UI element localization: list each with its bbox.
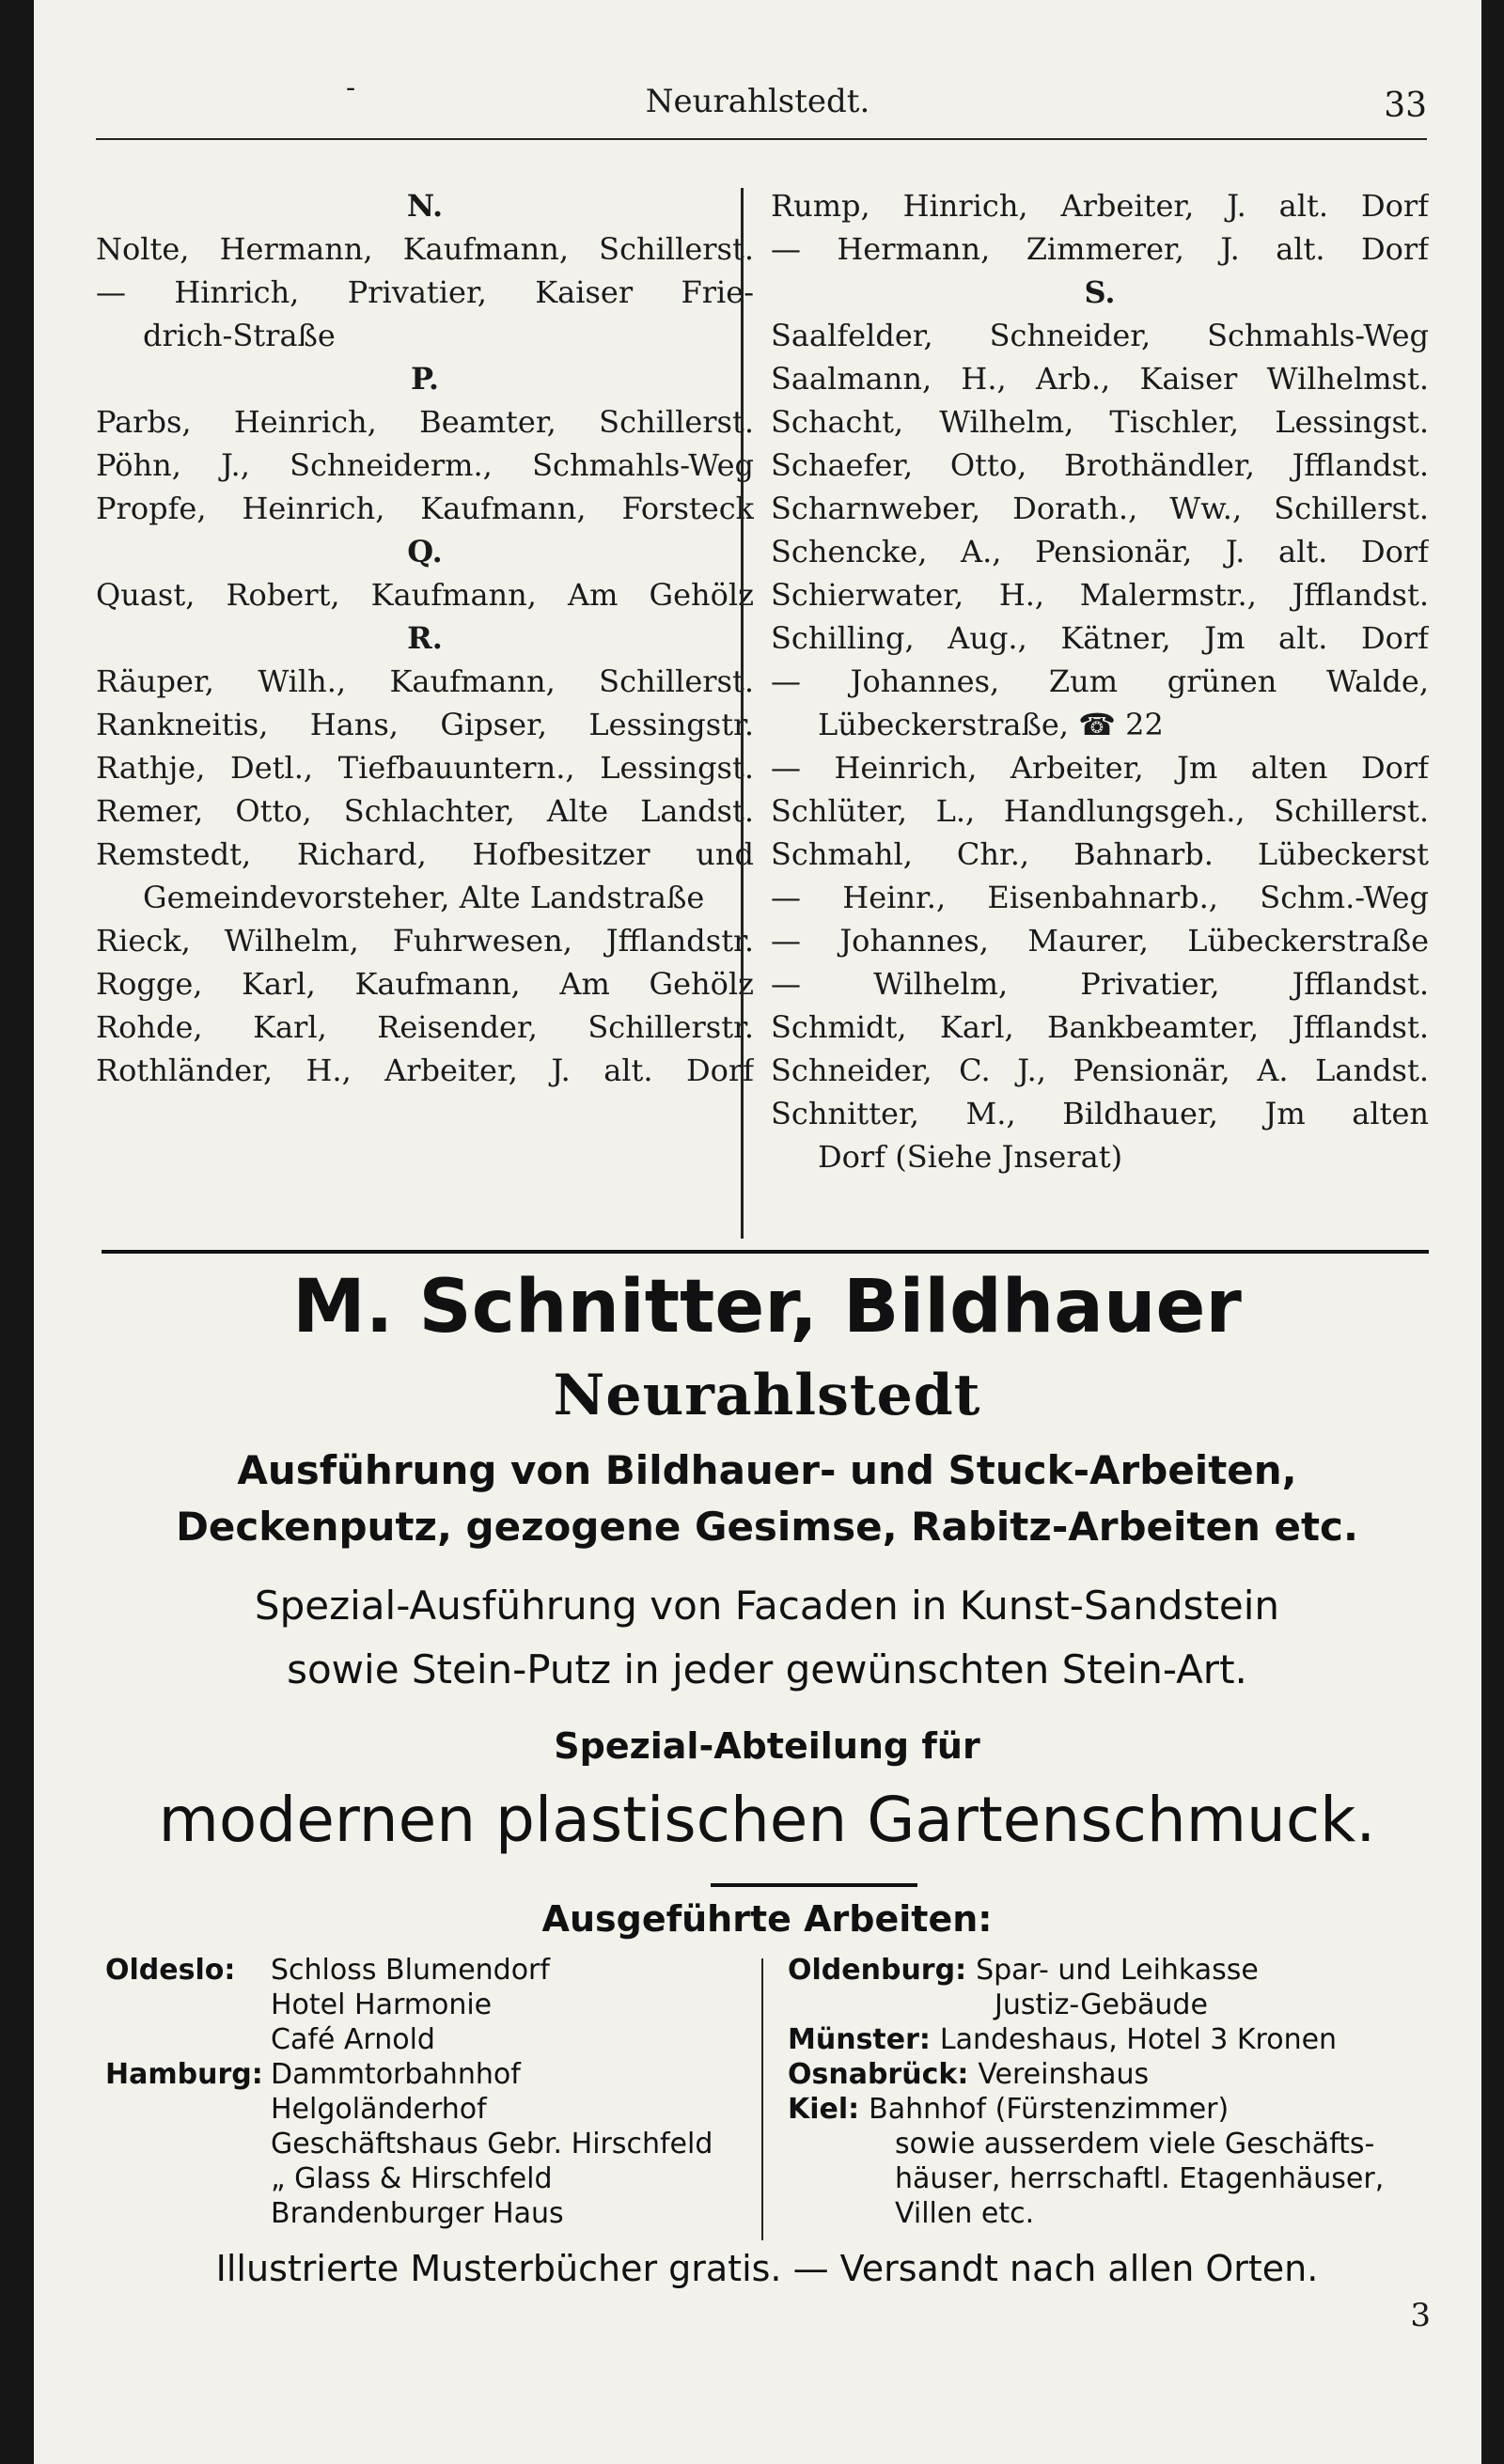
directory-entry: Parbs, Heinrich, Beamter, Schillerst. [96,404,754,440]
ad-department-title: modernen plastischen Gartenschmuck. [158,1784,1376,1856]
directory-entry: Quast, Robert, Kaufmann, Am Gehölz [96,577,754,613]
section-letter: Q. [407,534,443,569]
directory-entry: Remstedt, Richard, Hofbesitzer und [96,836,754,872]
directory-entry: Pöhn, J., Schneiderm., Schmahls-Weg [96,447,754,483]
works-row [105,1988,782,2022]
works-row [788,2196,1465,2231]
ad-footer: Illustrierte Musterbücher gratis. — Versandt nach allen Orten. [215,2248,1319,2289]
works-list-left [105,1953,782,2231]
works-item: sowie ausserdem viele Geschäfts- [895,2128,1375,2160]
ad-title: M. Schnitter, Bildhauer [292,1265,1242,1349]
works-item: Justiz-Gebäude [995,1988,1208,2021]
works-row [105,2161,782,2196]
works-item: Brandenburger Haus [271,2197,564,2230]
directory-entry: drich-Straße [143,318,336,353]
section-letter: P. [411,361,439,397]
ad-department-label: Spezial-Abteilung für [554,1725,980,1767]
directory-entry: Schmidt, Karl, Bankbeamter, Jfflandst. [771,1009,1429,1045]
ad-special-line-2: sowie Stein-Putz in jeder gewünschten Stein-Art. [287,1646,1247,1692]
directory-entry: Schencke, A., Pensionär, J. alt. Dorf [771,534,1429,569]
works-item: Helgoländerhof [271,2093,487,2126]
directory-entry: Schmahl, Chr., Bahnarb. Lübeckerst [771,836,1429,872]
works-row [788,1953,1465,1988]
works-item: Dammtorbahnhof [271,2058,521,2091]
header-dash: - [346,71,356,104]
directory-entry: Scharnweber, Dorath., Ww., Schillerst. [771,491,1429,526]
directory-entry: Schierwater, H., Malermstr., Jfflandst. [771,577,1429,613]
works-item: Vereinshaus [978,2058,1150,2091]
section-letter: R. [407,620,443,656]
ad-place: Neurahlstedt [553,1363,981,1428]
works-city: Oldenburg: [788,1954,967,1987]
directory-entry: Remer, Otto, Schlachter, Alte Landst. [96,793,754,829]
works-row [788,1988,1465,2022]
works-row [105,2127,782,2161]
directory-entry: Dorf (Siehe Jnserat) [818,1139,1123,1175]
directory-entry: Rump, Hinrich, Arbeiter, J. alt. Dorf [771,188,1429,224]
directory-column-right [771,184,1429,1178]
works-divider [761,1958,763,2240]
directory-entry: — Wilhelm, Privatier, Jfflandst. [771,966,1429,1002]
ad-short-rule [711,1883,917,1887]
works-item: Café Arnold [271,2023,435,2056]
directory-entry: Rogge, Karl, Kaufmann, Am Gehölz [96,966,754,1002]
works-item: Geschäftshaus Gebr. Hirschfeld [271,2128,713,2160]
ad-special-line-1: Spezial-Ausführung von Facaden in Kunst-Sandstein [254,1583,1280,1629]
directory-entry: Schaefer, Otto, Brothändler, Jfflandst. [771,447,1429,483]
directory-entry: Schnitter, M., Bildhauer, Jm alten [771,1096,1429,1131]
works-row [105,2022,782,2057]
directory-column-left [96,184,754,1092]
directory-entry: Rothländer, H., Arbeiter, J. alt. Dorf [96,1053,754,1088]
directory-entry: Rathje, Detl., Tiefbauuntern., Lessingst. [96,750,754,786]
works-item: Schloss Blumendorf [271,1954,550,1987]
works-item: Landeshaus, Hotel 3 Kronen [939,2023,1338,2056]
works-city: Kiel: [788,2093,860,2126]
works-row [788,2161,1465,2196]
footnote-number: 3 [1410,2297,1431,2334]
works-row [105,1953,782,1988]
ad-works-heading: Ausgeführte Arbeiten: [541,1898,993,1940]
works-city: Oldeslo: [105,1954,236,1987]
works-city: Osnabrück: [788,2058,969,2091]
column-divider [741,188,744,1239]
directory-entry: Schilling, Aug., Kätner, Jm alt. Dorf [771,620,1429,656]
directory-entry: Rieck, Wilhelm, Fuhrwesen, Jfflandstr. [96,923,754,959]
directory-entry: Schacht, Wilhelm, Tischler, Lessingst. [771,404,1429,440]
advertisement-top-rule [102,1250,1429,1254]
works-item: Hotel Harmonie [271,1988,493,2021]
directory-entry: Nolte, Hermann, Kaufmann, Schillerst. [96,231,754,267]
directory-entry: — Heinr., Eisenbahnarb., Schm.-Weg [771,880,1429,915]
directory-entry: Schlüter, L., Handlungsgeh., Schillerst. [771,793,1429,829]
directory-entry: Lübeckerstraße, ☎ 22 [818,707,1164,742]
works-row [788,2057,1465,2092]
directory-entry: Saalfelder, Schneider, Schmahls-Weg [771,318,1429,353]
directory-entry: — Hinrich, Privatier, Kaiser Frie- [96,274,754,310]
page-number: 33 [1384,86,1427,125]
section-letter: S. [1084,274,1116,310]
works-city: Hamburg: [105,2058,263,2091]
directory-entry: Räuper, Wilh., Kaufmann, Schillerst. [96,663,754,699]
works-item: Bahnhof (Fürstenzimmer) [869,2093,1230,2126]
works-item: häuser, herrschaftl. Etagenhäuser, [895,2162,1385,2195]
directory-entry: Saalmann, H., Arb., Kaiser Wilhelmst. [771,361,1429,397]
directory-page [34,0,1481,2464]
directory-entry: Propfe, Heinrich, Kaufmann, Forsteck [96,491,754,526]
directory-entry: — Heinrich, Arbeiter, Jm alten Dorf [771,750,1429,786]
works-row [105,2092,782,2127]
directory-entry: Rohde, Karl, Reisender, Schillerstr. [96,1009,754,1045]
works-row [105,2057,782,2092]
works-row [788,2022,1465,2057]
works-item: Villen etc. [895,2197,1035,2230]
running-title: Neurahlstedt. [645,83,870,120]
works-list-right [788,1953,1465,2231]
works-item: „ Glass & Hirschfeld [271,2162,553,2195]
directory-entry: Schneider, C. J., Pensionär, A. Landst. [771,1053,1429,1088]
header-rule [96,138,1427,140]
works-item: Spar- und Leihkasse [976,1954,1259,1987]
directory-entry: — Johannes, Maurer, Lübeckerstraße [771,923,1429,959]
works-row [788,2127,1465,2161]
works-city: Münster: [788,2023,931,2056]
directory-entry: — Hermann, Zimmerer, J. alt. Dorf [771,231,1429,267]
directory-entry: Rankneitis, Hans, Gipser, Lessingstr. [96,707,754,742]
directory-entry: Gemeindevorsteher, Alte Landstraße [143,880,705,915]
ad-services-line-1: Ausführung von Bildhauer- und Stuck-Arbeiten, [237,1447,1297,1493]
section-letter: N. [406,188,444,224]
works-row [788,2092,1465,2127]
ad-services-line-2: Deckenputz, gezogene Gesimse, Rabitz-Arbeiten etc. [176,1504,1358,1550]
works-row [105,2196,782,2231]
directory-entry: — Johannes, Zum grünen Walde, [771,663,1429,699]
